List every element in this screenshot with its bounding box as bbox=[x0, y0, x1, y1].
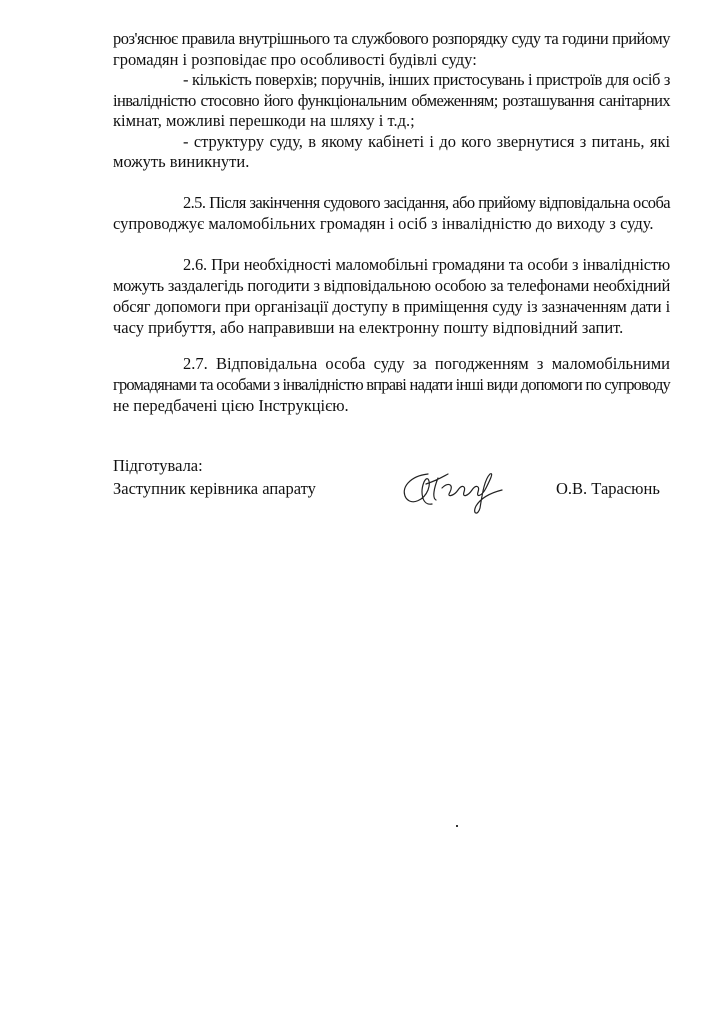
text-line: можуть заздалегідь погодити з відповідальною особою за телефонами необхідний bbox=[113, 276, 670, 295]
text-line: інвалідністю стосовно його функціональним обмеженням; розташування санітарних bbox=[113, 91, 670, 110]
text-line: кімнат, можливі перешкоди на шляху і т.д.; bbox=[113, 111, 415, 130]
text-line: часу прибуття, або направивши на електронну пошту відповідний запит. bbox=[113, 318, 624, 337]
handwritten-signature bbox=[398, 462, 508, 520]
text-line: супроводжує маломобільних громадян і осіб з інвалідністю до виходу з суду. bbox=[113, 214, 654, 233]
text-line: 2.7. Відповідальна особа суду за погодженням з маломобільними bbox=[183, 354, 671, 373]
prepared-by-label: Підготувала: bbox=[113, 456, 203, 475]
text-line: - структуру суду, в якому кабінеті і до кого звернутися з питань, які bbox=[183, 132, 671, 151]
text-line: обсяг допомоги при організації доступу в приміщення суду із зазначенням дати і bbox=[113, 297, 671, 316]
text-line: - кількість поверхів; поручнів, інших пристосувань і пристроїв для осіб з bbox=[183, 70, 671, 89]
text-line: роз'яснює правила внутрішнього та службового розпорядку суду та години прийому bbox=[113, 29, 670, 48]
signer-name: О.В. Тарасюнь bbox=[556, 479, 660, 498]
text-line: можуть виникнути. bbox=[113, 152, 250, 171]
text-line: громадян і розповідає про особливості будівлі суду: bbox=[113, 50, 477, 69]
scan-speck bbox=[456, 825, 458, 827]
text-line: не передбачені цією Інструкцією. bbox=[113, 396, 349, 415]
text-line: громадянами та особами з інвалідністю вправі надати інші види допомоги по супроводу bbox=[113, 375, 671, 394]
text-line: 2.6. При необхідності маломобільні громадяни та особи з інвалідністю bbox=[183, 255, 671, 274]
text-line: 2.5. Після закінчення судового засідання, або прийому відповідальна особа bbox=[183, 193, 670, 212]
signer-position: Заступник керівника апарату bbox=[113, 479, 316, 498]
